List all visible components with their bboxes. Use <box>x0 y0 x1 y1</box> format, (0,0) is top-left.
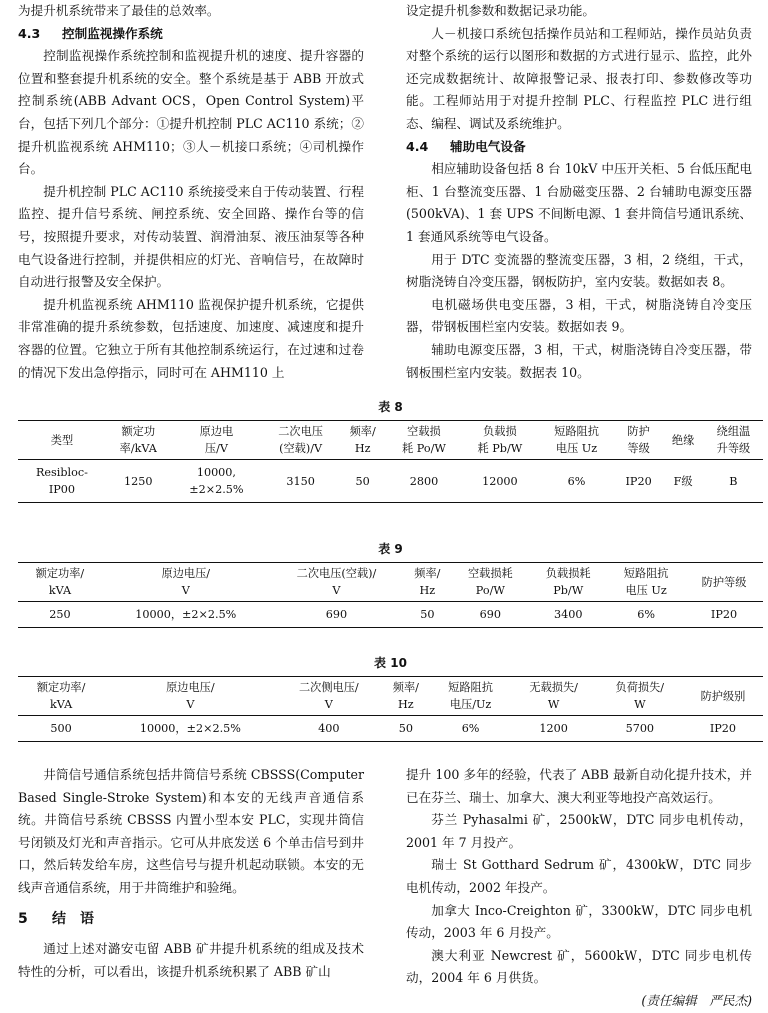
table-cell <box>662 460 704 503</box>
paragraph: 相应辅助设备包括 8 台 10kV 中压开关柜、5 台低压配电柜、1 台整流变压器、1 台励磁变压器、2 台辅助电源变压器(500kVA)、1 套 UPS 不间断电源、1 套井筒信号通讯系统、1 套通风系统等电气设备。 <box>406 161 752 244</box>
table-cell: 1200 <box>539 722 568 735</box>
column-header <box>277 677 382 716</box>
table-caption: 表 10 <box>374 656 407 670</box>
table-cell-line: 3150 <box>286 474 315 488</box>
table-cell: 6% <box>637 608 655 621</box>
column-header <box>18 677 104 716</box>
column-header-line: 负荷损失/ <box>615 681 665 694</box>
column-header-line: 电压 Uz <box>555 442 598 455</box>
column-header-line: 频率/ <box>392 681 419 694</box>
section-number: 4.4 <box>406 138 429 154</box>
table-cell: 690 <box>479 608 502 621</box>
column-header <box>18 421 106 460</box>
column-header-line: 短路阻抗 <box>623 567 669 580</box>
table-cell: 10000，±2×2.5% <box>139 722 241 735</box>
table-cell-line: 10000, <box>196 466 236 479</box>
paragraph: 设定提升机参数和数据记录功能。 <box>406 3 595 18</box>
column-header-line: 原边电压/ <box>161 567 211 580</box>
column-header <box>685 563 763 602</box>
section-heading-4-4 <box>406 136 752 159</box>
table-cell-line: IP20 <box>625 474 652 488</box>
paragraph: 电机磁场供电变压器，3 相，干式，树脂浇铸自冷变压器，带钢板围栏室内安装。数据如表 9。 <box>406 296 752 335</box>
table-cell <box>106 460 171 503</box>
column-header-line: Hz <box>354 442 371 455</box>
section-title: 辅助电气设备 <box>450 138 526 154</box>
paragraph: 控制监视操作系统控制和监视提升机的速度、提升容器的位置和整套提升机系统的安全。整个系统是基于 ABB 开放式控制系统(ABB Advant OCS，Open Control System)平台，包括下列几个部分：①提升机控制 PLC AC110 系统；②提升机监视系统 AHM110；③人－机接口系统；④司机操作台。 <box>18 48 364 177</box>
column-header-line: 频率/ <box>349 425 376 438</box>
column-header <box>431 677 511 716</box>
column-header <box>339 421 386 460</box>
column-header-line: 绝缘 <box>671 433 695 447</box>
column-header-line: 短路阻抗 <box>554 425 599 438</box>
column-header-line: 空载损耗 <box>467 567 513 580</box>
table-cell-line: 2800 <box>409 474 439 488</box>
column-header-line: 短路阻抗 <box>448 681 493 694</box>
table-cell-line: B <box>729 474 738 488</box>
table-header-row <box>18 677 763 716</box>
table-cell <box>171 460 263 503</box>
column-header <box>511 677 597 716</box>
editor-credit <box>406 990 752 1013</box>
table-caption: 表 9 <box>378 542 403 556</box>
table-header-row <box>18 421 763 460</box>
table-cell-line: 50 <box>355 474 370 488</box>
column-header-line: 额定功率/ <box>36 681 86 694</box>
paragraph: 加拿大 Inco-Creighton 矿，3300kW，DTC 同步电机传动，2003 年 6 月投产。 <box>406 902 752 941</box>
table-cell: 10000，±2×2.5% <box>135 608 237 621</box>
table-cell <box>18 460 106 503</box>
section-number: 5 <box>18 910 28 927</box>
paragraph: 辅助电源变压器，3 相，干式，树脂浇铸自冷变压器，带钢板围栏室内安装。数据表 10。 <box>406 341 752 380</box>
column-header <box>615 421 662 460</box>
column-header <box>403 563 451 602</box>
column-header-line: V <box>324 698 333 711</box>
column-header-line: 负载损 <box>483 425 517 438</box>
column-header-line: 二次侧电压/ <box>298 681 359 694</box>
data-table <box>18 562 763 628</box>
column-header <box>597 677 683 716</box>
column-header-line: V <box>186 698 195 711</box>
table-cell <box>704 460 763 503</box>
table-cell: 500 <box>50 722 72 735</box>
table-cell: 250 <box>49 608 71 621</box>
paragraph: 井筒信号通信系统包括井筒信号系统 CBSSS(Computer Based Single-Stroke System)和本安的无线声音通信系统。井筒信号系统 CBSSS 内置小型本安 PLC，实现井筒信号闭锁及灯光和声音指示。它可从井底发送 6 个单击信号到井口，然后转发给车房，这些信号与提升机起动联锁。本安的无线声音通信系统，用于井筒维护和验绳。 <box>18 767 364 895</box>
table-cell-line: 1250 <box>123 474 153 488</box>
column-header-line: 压/V <box>204 442 228 455</box>
column-header-line: Po/W <box>475 584 505 597</box>
table-10 <box>18 654 763 742</box>
table-cell-line: ±2×2.5% <box>189 483 244 496</box>
paragraph: 为提升机系统带来了最佳的总效率。 <box>18 3 220 18</box>
table-cell-line: F级 <box>673 474 693 488</box>
column-header-line: W <box>634 698 646 711</box>
column-header-line: 频率/ <box>414 567 441 580</box>
table-cell: IP20 <box>710 608 738 621</box>
column-header-line: V <box>181 584 190 597</box>
table-cell <box>262 460 339 503</box>
paragraph: 用于 DTC 变流器的整流变压器，3 相，2 绕组，干式，树脂浇铸自冷变压器，钢板防护，室内安装。数据如表 8。 <box>406 251 752 290</box>
column-header-line: 防护等级 <box>701 575 747 589</box>
column-header-line: Hz <box>419 584 436 597</box>
section-number: 4.3 <box>18 25 41 41</box>
paragraph: 人－机接口系统包括操作员站和工程师站，操作员站负责对整个系统的运行以图形和数据的方式进行显示、监控，此外还完成数据统计、故障报警记录、报表打印、参数修改等功能。工程师站用于对提升控制 PLC、行程监控 PLC 进行组态、编程、调试及系统维护。 <box>406 25 752 131</box>
column-header-line: 原边电 <box>199 425 234 438</box>
column-header-line: 率/kVA <box>119 442 157 455</box>
column-header-line: 耗 Pb/W <box>477 442 523 455</box>
column-header-line: 电压 Uz <box>625 584 667 597</box>
left-column-bottom <box>18 764 364 983</box>
column-header <box>462 421 539 460</box>
table-row <box>18 716 763 742</box>
column-header-line: Pb/W <box>553 584 584 597</box>
paragraph: 通过上述对潞安屯留 ABB 矿井提升机系统的组成及技术特性的分析，可以看出，该提升机系统积累了 ABB 矿山 <box>18 941 364 979</box>
table-9 <box>18 540 763 628</box>
table-cell: 6% <box>461 722 480 735</box>
table-cell <box>339 460 386 503</box>
section-heading-5 <box>18 908 364 931</box>
table-cell: 400 <box>318 722 340 735</box>
table-caption: 表 8 <box>378 400 403 414</box>
column-header-line: (空载)/V <box>279 442 323 455</box>
table-cell <box>538 460 615 503</box>
table-cell-line: 6% <box>567 474 586 488</box>
table-cell <box>386 460 461 503</box>
table-8 <box>18 398 763 503</box>
right-column-bottom <box>406 764 752 1013</box>
table-cell-line: 12000 <box>482 474 518 488</box>
column-header-line: 额定功 <box>121 425 156 438</box>
column-header-line: 额定功率/ <box>35 567 85 580</box>
right-column-top <box>406 0 752 384</box>
column-header-line: 防护 <box>627 425 650 438</box>
column-header <box>529 563 607 602</box>
column-header <box>270 563 404 602</box>
column-header-line: kVA <box>49 698 73 711</box>
table-cell: 50 <box>398 722 413 735</box>
column-header-line: V <box>332 584 341 597</box>
column-header-line: 绕组温 <box>716 425 751 438</box>
column-header-line: 二次电压(空载)/ <box>296 567 377 580</box>
column-header-line: W <box>547 698 560 711</box>
column-header-line: 防护级别 <box>700 689 746 703</box>
table-cell: 3400 <box>553 608 583 621</box>
data-table <box>18 676 763 742</box>
left-column-top <box>18 0 364 384</box>
section-heading-4-3 <box>18 23 364 46</box>
column-header <box>683 677 763 716</box>
table-cell: 5700 <box>625 722 655 735</box>
column-header <box>102 563 270 602</box>
paragraph: 提升机监视系统 AHM110 监视保护提升机系统，它提供非常准确的提升系统参数，包括速度、加速度、减速度和提升容器的位置。它独立于所有其他控制系统运行，在过速和过卷的情况下发出急停指示，同时可在 AHM110 上 <box>18 296 364 380</box>
column-header <box>104 677 276 716</box>
column-header <box>451 563 529 602</box>
data-table <box>18 420 763 503</box>
column-header <box>18 563 102 602</box>
table-cell: 50 <box>420 608 435 621</box>
column-header <box>381 677 430 716</box>
column-header <box>607 563 685 602</box>
column-header <box>171 421 263 460</box>
column-header <box>662 421 704 460</box>
column-header-line: 无载损失/ <box>529 681 578 694</box>
column-header-line: 等级 <box>627 442 650 455</box>
column-header-line: 耗 Po/W <box>402 442 446 455</box>
column-header <box>538 421 615 460</box>
column-header <box>386 421 461 460</box>
paragraph: 提升 100 多年的经验，代表了 ABB 最新自动化提升技术，并已在芬兰、瑞士、加拿大、澳大利亚等地投产高效运行。 <box>406 767 752 805</box>
table-cell-line: IP00 <box>48 483 76 496</box>
column-header-line: 空载损 <box>407 425 441 438</box>
column-header-line: 电压/Uz <box>449 698 492 711</box>
table-cell: 690 <box>325 608 348 621</box>
section-title: 结 语 <box>52 910 94 927</box>
table-row <box>18 460 763 503</box>
editor-credit-text: (责任编辑 严民杰) <box>641 992 752 1008</box>
column-header-line: kVA <box>48 584 72 597</box>
column-header <box>262 421 339 460</box>
paragraph: 芬兰 Pyhasalmi 矿，2500kW，DTC 同步电机传动，2001 年 7 月投产。 <box>406 812 752 850</box>
table-cell <box>462 460 539 503</box>
table-cell-line: Resibloc- <box>36 466 88 479</box>
table-header-row <box>18 563 763 602</box>
table-cell: IP20 <box>709 722 737 735</box>
table-row <box>18 602 763 628</box>
column-header <box>704 421 763 460</box>
column-header-line: 升等级 <box>716 442 751 455</box>
paragraph: 澳大利亚 Newcrest 矿，5600kW，DTC 同步电机传动，2004 年 6 月供货。 <box>406 947 752 986</box>
column-header-line: Hz <box>398 698 414 711</box>
column-header-line: 二次电压 <box>278 425 323 438</box>
table-cell <box>615 460 662 503</box>
column-header-line: 类型 <box>50 433 74 447</box>
column-header-line: 原边电压/ <box>166 681 215 694</box>
paragraph: 瑞士 St Gotthard Sedrum 矿，4300kW，DTC 同步电机传动，2002 年投产。 <box>406 857 752 895</box>
column-header <box>106 421 171 460</box>
section-title: 控制监视操作系统 <box>62 25 163 41</box>
column-header-line: 负载损耗 <box>545 567 591 580</box>
paragraph: 提升机控制 PLC AC110 系统接受来自于传动装置、行程监控、提升信号系统、闸控系统、安全回路、操作台等的信号，按照提升要求，对传动装置、润滑油泵、液压油泵等各种电气设备进行控制，并提供相应的灯光、音响信号，在故障时自动进行报警及安全保护。 <box>18 183 364 290</box>
